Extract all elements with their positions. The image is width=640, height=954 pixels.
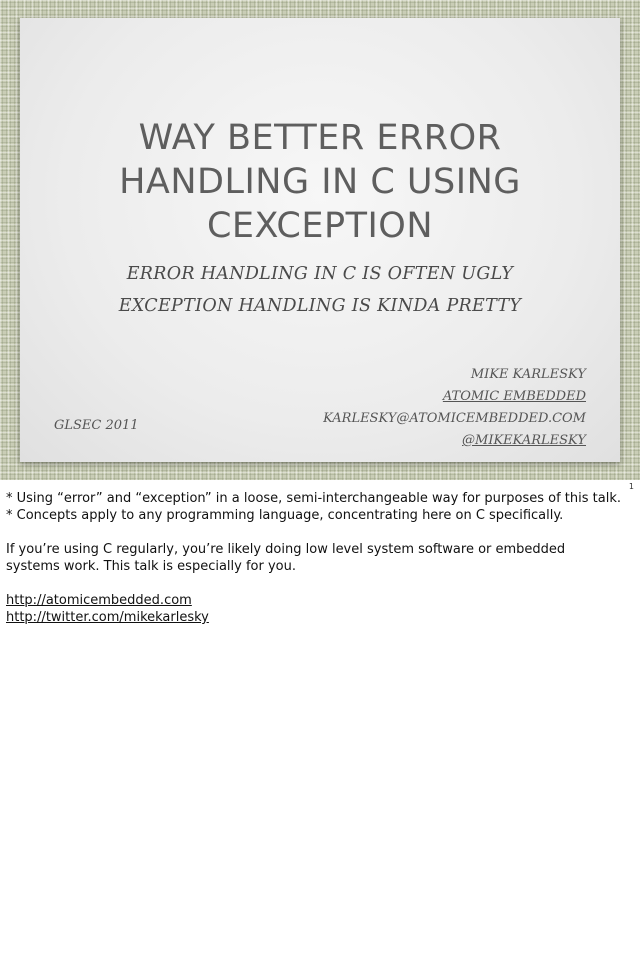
title-line-3: CEXCEPTION — [206, 206, 434, 246]
page-number: 1 — [628, 482, 634, 491]
slide-subtitle — [20, 258, 620, 322]
slide-title — [20, 116, 620, 248]
notes-link-row-2 — [6, 609, 638, 626]
author-block — [323, 364, 586, 452]
title-line-2: HANDLING IN C USING — [119, 162, 521, 202]
speaker-notes — [6, 490, 638, 626]
notes-line-4: systems work. This talk is especially for you. — [6, 559, 296, 574]
slide-card — [20, 18, 620, 462]
notes-spacer — [6, 575, 638, 592]
atomic-embedded-link[interactable]: http://atomicembedded.com — [6, 593, 192, 608]
title-line-1: WAY BETTER ERROR — [138, 118, 502, 158]
author-name: MIKE KARLESKY — [470, 367, 586, 382]
author-twitter-link[interactable]: @MIKEKARLESKY — [462, 433, 586, 448]
notes-link-row-1 — [6, 592, 638, 609]
subtitle-line-2: EXCEPTION HANDLING IS KINDA PRETTY — [118, 296, 522, 316]
subtitle-line-1: ERROR HANDLING IN C IS OFTEN UGLY — [126, 264, 514, 284]
notes-line-1: * Using “error” and “exception” in a loose, semi-interchangeable way for purposes of this talk. — [6, 491, 621, 506]
twitter-link[interactable]: http://twitter.com/mikekarlesky — [6, 610, 209, 625]
notes-spacer — [6, 524, 638, 541]
event-label: GLSEC 2011 — [54, 418, 139, 433]
notes-line-2: * Concepts apply to any programming language, concentrating here on C specifically. — [6, 508, 564, 523]
author-company-link[interactable]: ATOMIC EMBEDDED — [442, 389, 586, 404]
notes-line-3: If you’re using C regularly, you’re likely doing low level system software or embedded — [6, 542, 566, 557]
author-email: KARLESKY@ATOMICEMBEDDED.COM — [323, 411, 586, 426]
